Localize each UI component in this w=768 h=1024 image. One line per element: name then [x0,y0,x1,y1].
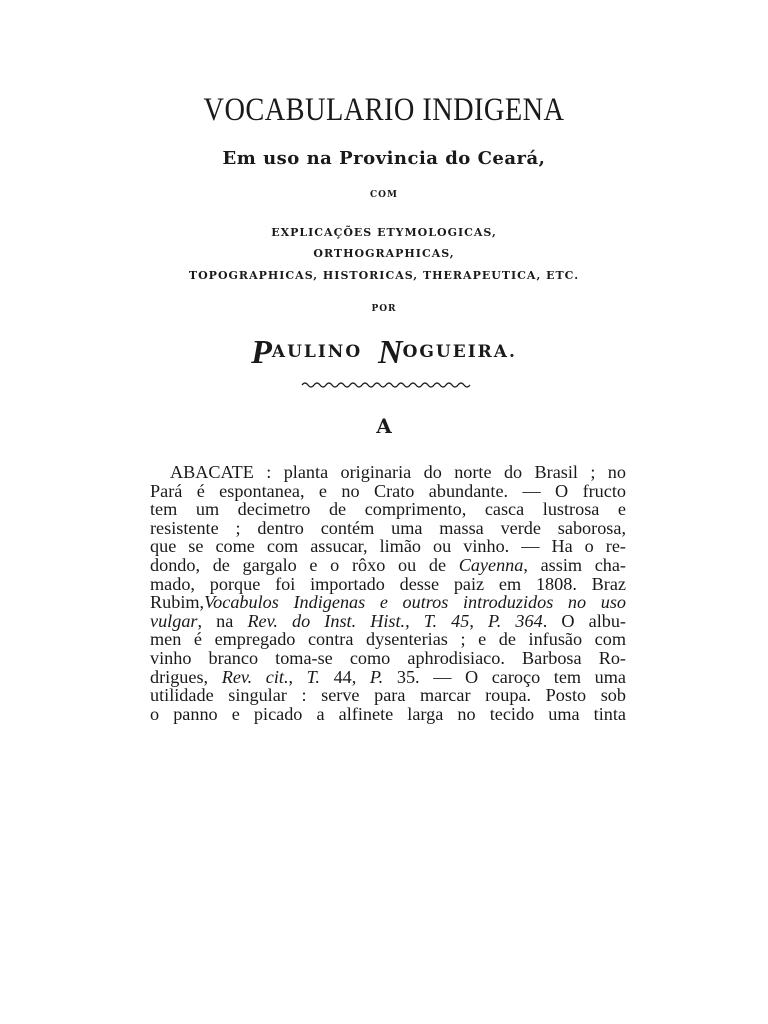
text-segment: men é empregado contra dysenterias ; e de infusão com [150,629,626,650]
text-segment: , [469,610,489,631]
explanations-line-1: EXPLICAÇÕES ETYMOLOGICAS, [271,226,497,239]
text-segment: o panno e picado a alfinete larga no tecido uma tinta [150,703,626,724]
text-segment: , na [197,610,248,631]
text-segment: vinho branco toma-se como aphrodisiaco. Barbosa Ro- [150,647,626,668]
author-name [0,334,768,372]
text-segment: utilidade singular : serve para marcar roupa. Posto sob [150,685,626,706]
text-line [150,575,626,594]
text-segment: mado, porque foi importado desse paiz em 1808. Braz [150,573,626,594]
author-last-rest: OGUEIRA. [402,342,517,362]
text-segment: 35. — O caroço tem uma [383,666,626,687]
text-line [150,668,626,687]
com-label: COM [370,190,398,200]
text-segment: 44, [319,666,370,687]
author-last-initial: N [378,334,403,371]
text-line [150,482,626,501]
italic-segment: vulgar [150,610,198,631]
text-line [150,519,626,538]
italic-segment: P. 364 [488,610,543,631]
text-line [150,630,626,649]
text-line [150,537,626,556]
explanations-line-3: TOPOGRAPHICAS, HISTORICAS, THERAPEUTICA, ETC. [188,269,580,282]
section-letter: A [376,414,392,438]
text-segment: , [405,610,424,631]
page-title: VOCABULARIO INDIGENA [203,92,565,128]
subtitle: Em uso na Provincia do Ceará, [222,148,546,169]
author-first-rest: AULINO [271,342,363,362]
italic-segment: T. 45 [423,610,470,631]
text-line [150,500,626,519]
italic-segment: Rev. cit. [221,666,289,687]
text-segment: Pará é espontanea, e no Crato abundante. — O fructo [150,480,626,501]
explanations-line-2: ORTHOGRAPHICAS, [313,247,455,260]
text-segment: Rubim, [150,592,205,613]
italic-segment: Cayenna [458,554,524,575]
italic-segment: Rev. do Inst. Hist. [247,610,406,631]
author-first-initial: P [251,334,272,371]
text-segment: , [288,666,307,687]
text-line [150,649,626,668]
text-line [150,612,626,631]
text-line [150,463,626,482]
italic-segment: T. [306,666,320,687]
text-segment: , assim cha- [523,554,626,575]
text-segment: dondo, de gargalo e o rôxo ou de [150,554,459,575]
text-line [150,556,626,575]
text-segment: que se come com assucar, limão ou vinho. — Ha o re- [150,536,626,557]
text-segment: tem um decimetro de comprimento, casca lustrosa e [150,499,626,520]
text-segment: ABACATE : planta originaria do norte do Brasil ; no [170,462,626,482]
por-label: POR [371,304,397,314]
text-segment: drigues, [150,666,222,687]
text-line [150,705,626,724]
italic-segment: P. [369,666,384,687]
text-line [150,686,626,705]
wavy-ornament-divider [300,379,478,391]
italic-segment: Vocabulos Indigenas e outros introduzidos no uso [204,592,626,613]
text-line [150,593,626,612]
text-segment: resistente ; dentro contém uma massa verde saborosa, [150,517,626,538]
entry-text [150,463,626,723]
text-segment: . O albu- [542,610,626,631]
